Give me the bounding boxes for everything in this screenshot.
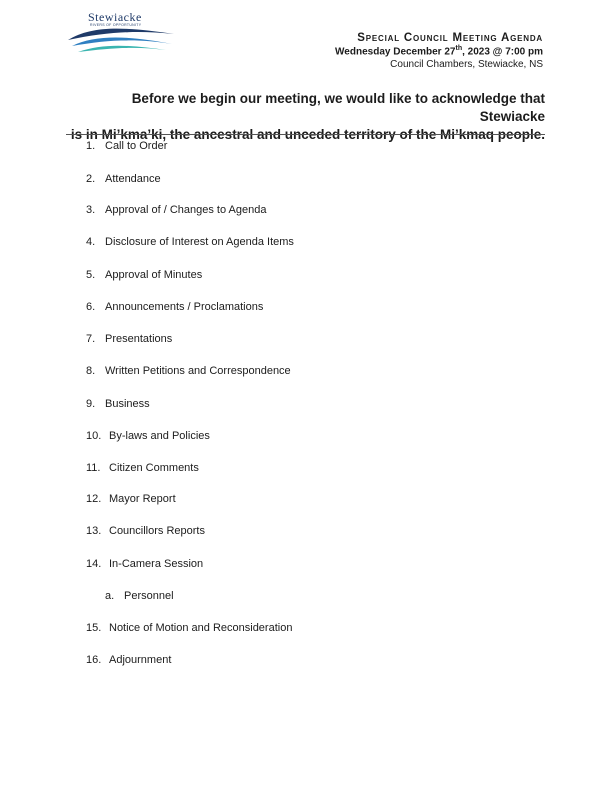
agenda-item-label: Approval of / Changes to Agenda	[105, 204, 267, 216]
agenda-item-number: 3.	[86, 204, 96, 216]
divider-rule	[66, 134, 545, 135]
agenda-item	[86, 301, 263, 313]
agenda-item	[86, 365, 291, 377]
agenda-item	[86, 558, 203, 570]
agenda-item	[86, 493, 176, 505]
agenda-item	[105, 590, 174, 602]
agenda-item-number: 2.	[86, 173, 96, 185]
agenda-item-label: In-Camera Session	[109, 558, 204, 570]
agenda-item-label: Mayor Report	[109, 493, 176, 505]
agenda-item-number: 8.	[86, 365, 96, 377]
logo-name: Stewiacke	[88, 10, 142, 24]
agenda-item-label: Citizen Comments	[109, 462, 199, 474]
agenda-item	[86, 333, 172, 345]
agenda-item-number: 14.	[86, 558, 102, 570]
agenda-item	[86, 204, 266, 216]
agenda-item-number: 10.	[86, 430, 102, 442]
agenda-item-number: 15.	[86, 622, 102, 634]
land-acknowledgement	[66, 90, 545, 145]
agenda-item-number: 13.	[86, 525, 102, 537]
agenda-item	[86, 173, 161, 185]
agenda-item	[86, 398, 150, 410]
agenda-item-label: Call to Order	[105, 140, 168, 152]
agenda-item-number: 7.	[86, 333, 96, 345]
agenda-item-label: Disclosure of Interest on Agenda Items	[105, 236, 294, 248]
agenda-item-number: 4.	[86, 236, 96, 248]
meeting-location: Council Chambers, Stewiacke, NS	[390, 59, 543, 71]
agenda-item	[86, 462, 199, 474]
agenda-item-number: a.	[105, 590, 115, 602]
agenda-item-number: 6.	[86, 301, 96, 313]
agenda-item-number: 5.	[86, 269, 96, 281]
ack-line-1: Before we begin our meeting, we would like to acknowledge that Stewiacke	[131, 91, 545, 125]
agenda-title: Special Council Meeting Agenda	[357, 32, 543, 44]
agenda-item-number: 9.	[86, 398, 96, 410]
agenda-item-number: 16.	[86, 654, 102, 666]
agenda-item-number: 12.	[86, 493, 102, 505]
meeting-header	[335, 31, 543, 72]
agenda-item-label: Announcements / Proclamations	[105, 301, 264, 313]
agenda-item-label: Adjournment	[109, 654, 172, 666]
agenda-item-label: Written Petitions and Correspondence	[105, 365, 291, 377]
agenda-item-label: Personnel	[124, 590, 174, 602]
agenda-item-label: Approval of Minutes	[105, 269, 203, 281]
logo-tagline: RIVERS OF OPPORTUNITY	[90, 23, 142, 27]
agenda-item	[86, 525, 205, 537]
agenda-item-label: Presentations	[105, 333, 173, 345]
agenda-item	[86, 430, 210, 442]
agenda-item	[86, 140, 167, 152]
agenda-item-label: Councillors Reports	[109, 525, 205, 537]
agenda-item	[86, 622, 292, 634]
agenda-item	[86, 236, 294, 248]
agenda-item-label: Business	[105, 398, 150, 410]
stewiacke-logo	[66, 10, 176, 56]
ack-line-2: is in Mi’kma’ki, the ancestral and unceded territory of the Mi’kmaq people.	[70, 127, 545, 143]
agenda-item	[86, 269, 202, 281]
agenda-item-label: Notice of Motion and Reconsideration	[109, 622, 293, 634]
meeting-date: Wednesday December 27th, 2023 @ 7:00 pm	[335, 45, 543, 58]
agenda-item	[86, 654, 171, 666]
river-waves-icon	[66, 24, 176, 58]
agenda-item-number: 11.	[86, 462, 101, 474]
agenda-item-number: 1.	[86, 140, 96, 152]
agenda-item-label: By-laws and Policies	[109, 430, 210, 442]
agenda-item-label: Attendance	[105, 173, 161, 185]
